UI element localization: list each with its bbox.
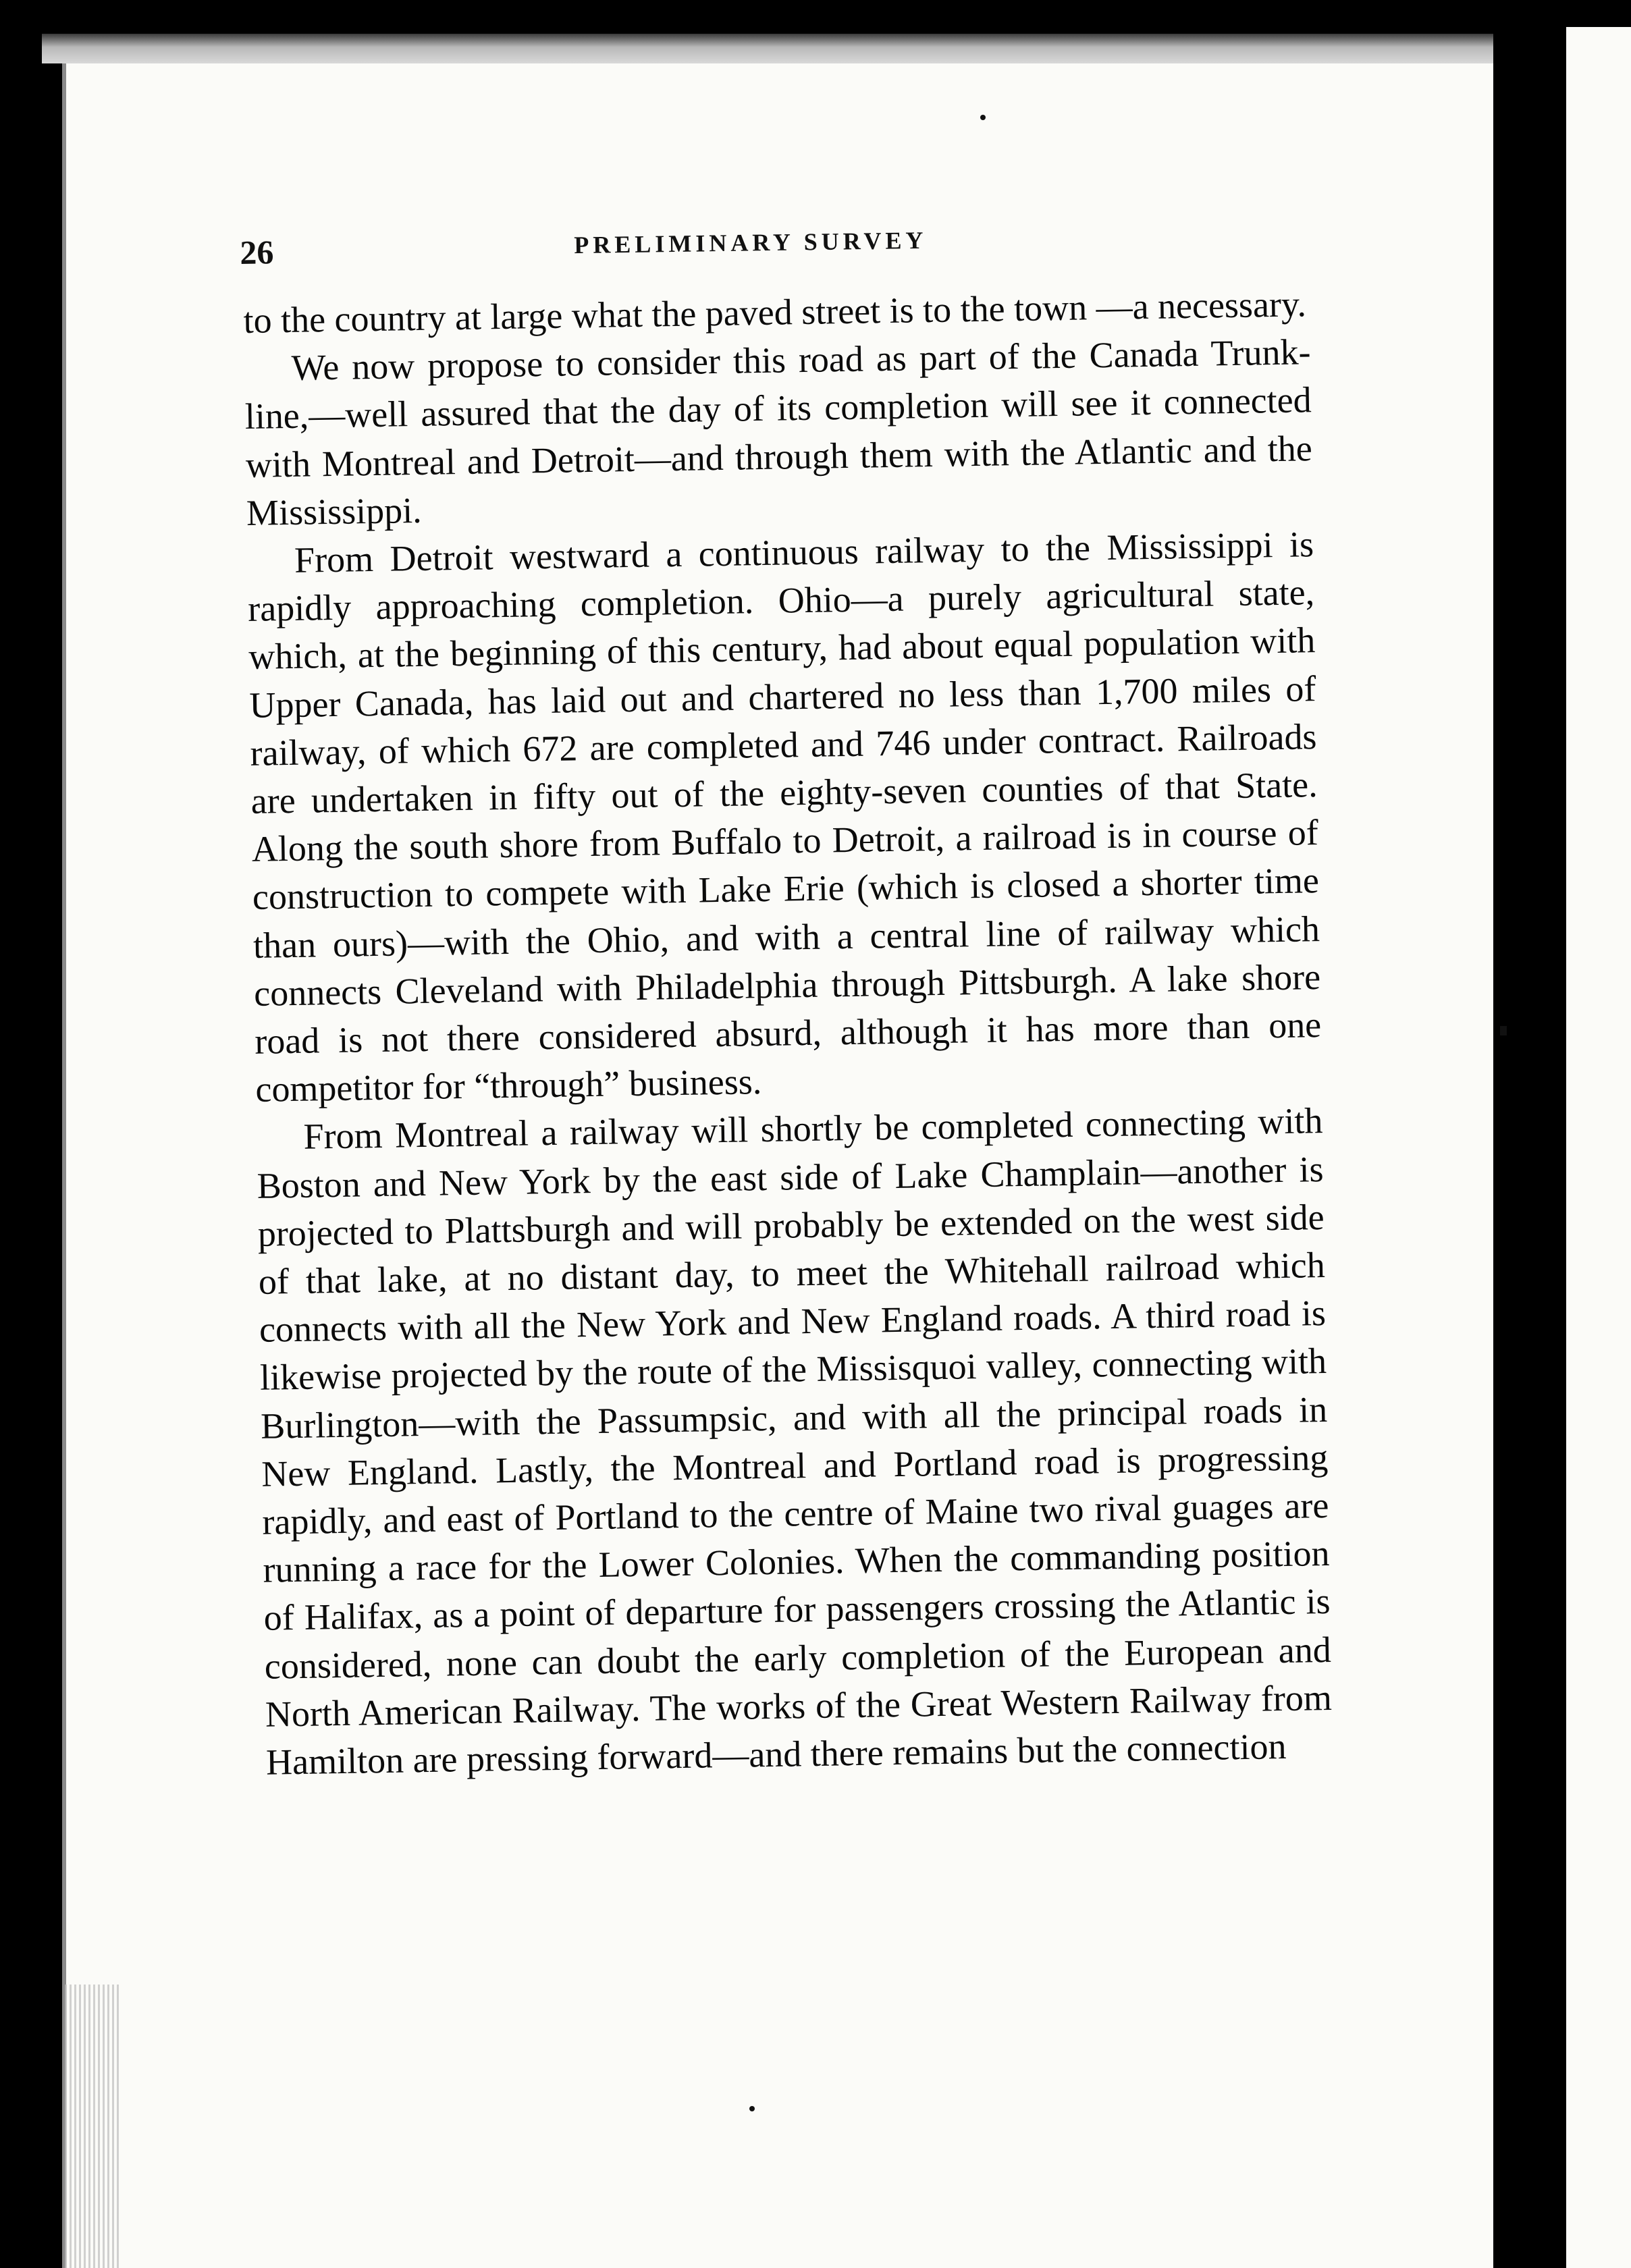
paragraph: From Montreal a railway will shortly be completed connecting with Boston and New York by the east side of Lake Champlain—another is projected to Plattsburgh and will probably be extended on the west side of that lake, at no distant day, to meet the Whitehall railroad which connects with all the New York and New England roads. A third road is likewise projected by the route of the Missisquoi valley, connecting with Burlington—with the Passumpsic, and with all the principal roads in New England. Lastly, the Montreal and Portland road is progressing rapidly, and east of Portland to the centre of Maine two rival guages are running a race for the Lower Colonies. When the commanding position of Halifax, as a point of departure for passengers crossing the Atlantic is considered, none can doubt the early completion of the European and North American Railway. The works of the Great Western Railway from Hamilton are pressing forward—and there remains but the connection [257, 1100, 1333, 1783]
body-text [243, 280, 1333, 1787]
scan-speck [1500, 1026, 1507, 1035]
paragraph: From Detroit westward a continuous railway to the Mississippi is rapidly approaching completion. Ohio—a purely agricultural state, which, at the beginning of this century, had about equal population with Upper Canada, has laid out and chartered no less than 1,700 miles of railway, of which 672 are completed and 746 under contract. Railroads are undertaken in fifty out of the eighty-seven counties of that State. Along the south shore from Buffalo to Detroit, a railroad is in course of construction to compete with Lake Erie (which is closed a shorter time than ours)—with the Ohio, and with a central line of railway which connects Cleveland with Philadelphia through Pittsburgh. A lake shore road is not there considered absurd, although it has more than one competitor for “through” business. [247, 524, 1322, 1110]
paragraph: We now propose to consider this road as part of the Canada Trunk-line,—well assured that the day of its completion will see it connected with Montreal and Detroit—and through them with the Atlantic and the Mississippi. [244, 331, 1313, 533]
book-top-edge [42, 34, 1493, 63]
page-stack-edges [65, 1985, 119, 2268]
page-number: 26 [240, 233, 274, 271]
paragraph: to the country at large what the paved street is to the town —a necessary. [243, 284, 1307, 341]
scan-speck [980, 115, 986, 120]
running-head: PRELIMINARY SURVEY [574, 226, 928, 259]
book-gutter [1493, 27, 1561, 2268]
facing-page-edge [1561, 27, 1631, 2268]
scan-speck [749, 2106, 755, 2111]
